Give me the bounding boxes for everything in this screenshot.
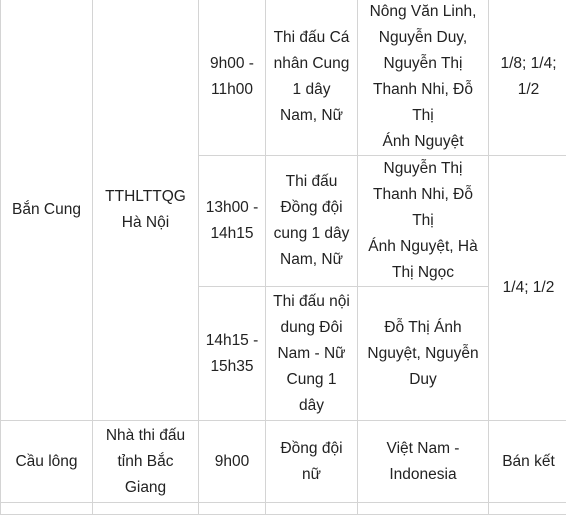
- time-label: 9h00 - 11h00: [210, 55, 254, 98]
- table-row: [1, 421, 566, 503]
- table-row: [1, 503, 566, 515]
- time-cell: [199, 421, 266, 503]
- venue-label: TTHLTTQG Hà Nội: [105, 188, 186, 231]
- time-label: 13h00 - 14h15: [206, 199, 259, 242]
- round-label: Bán kết: [502, 453, 555, 470]
- athletes-cell: [358, 287, 489, 421]
- athletes-cell: [358, 421, 489, 503]
- content-cell: [266, 421, 358, 503]
- round-cell: [489, 421, 566, 503]
- content-cell: [266, 0, 358, 156]
- athletes-cell: [358, 0, 489, 156]
- empty-cell: [266, 503, 358, 515]
- content-cell: [266, 156, 358, 287]
- round-label: 1/4; 1/2: [503, 279, 555, 296]
- time-label: 9h00: [215, 453, 249, 470]
- time-cell: [199, 0, 266, 156]
- empty-cell: [489, 503, 566, 515]
- time-cell: [199, 287, 266, 421]
- sport-label: Cầu lông: [15, 453, 77, 470]
- sport-label: Bắn Cung: [12, 201, 81, 218]
- empty-cell: [358, 503, 489, 515]
- time-cell: [199, 156, 266, 287]
- table-row: [1, 0, 566, 156]
- sport-cell: [1, 421, 93, 503]
- content-cell: [266, 287, 358, 421]
- athletes-label: Nông Văn Linh, Nguyễn Duy, Nguyễn Thị Thanh Nhi, Đỗ Thị Ánh Nguyệt: [370, 3, 477, 150]
- venue-cell: [93, 0, 199, 421]
- empty-cell: [1, 503, 93, 515]
- content-label: Thi đấu Đồng đội cung 1 dây Nam, Nữ: [274, 173, 350, 268]
- round-label: 1/8; 1/4; 1/2: [500, 55, 556, 98]
- content-label: Thi đấu nội dung Đôi Nam - Nữ Cung 1 dây: [273, 293, 350, 414]
- round-cell: [489, 156, 566, 421]
- content-label: Đồng đội nữ: [280, 440, 342, 483]
- athletes-cell: [358, 156, 489, 287]
- empty-cell: [93, 503, 199, 515]
- athletes-label: Nguyễn Thị Thanh Nhi, Đỗ Thị Ánh Nguyệt, Hà Thị Ngọc: [368, 160, 477, 281]
- athletes-label: Việt Nam - Indonesia: [387, 440, 460, 483]
- empty-cell: [199, 503, 266, 515]
- content-label: Thi đấu Cá nhân Cung 1 dây Nam, Nữ: [274, 29, 350, 124]
- venue-label: Nhà thi đấu tỉnh Bắc Giang: [106, 427, 185, 496]
- athletes-label: Đỗ Thị Ánh Nguyệt, Nguyễn Duy: [367, 319, 478, 388]
- time-label: 14h15 - 15h35: [206, 332, 259, 375]
- round-cell: [489, 0, 566, 156]
- venue-cell: [93, 421, 199, 503]
- sport-cell: [1, 0, 93, 421]
